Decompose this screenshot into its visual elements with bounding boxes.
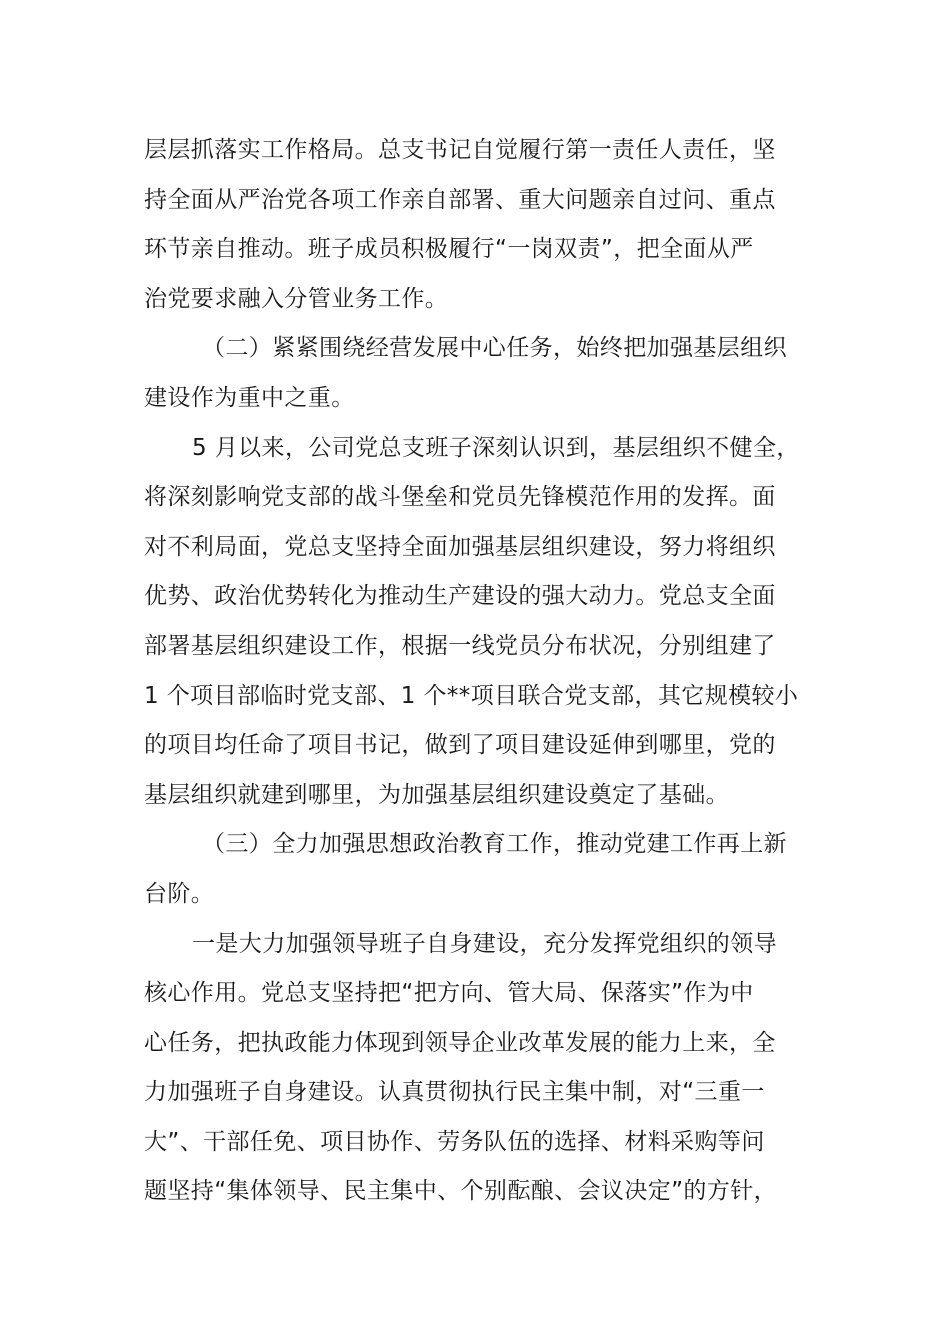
text-line: 基层组织就建到哪里，为加强基层组织建设奠定了基础。 [144, 781, 729, 808]
text-line: 力加强班子自身建设。认真贯彻执行民主集中制，对“三重一 [144, 1079, 765, 1106]
text-line: 层层抓落实工作格局。总支书记自觉履行第一责任人责任，坚 [144, 137, 776, 163]
text-line: 1 个项目部临时党支部、1 个**项目联合党支部，其它规模较小 [144, 682, 799, 709]
text-line: 将深刻影响党支部的战斗堡垒和党员先锋模范作用的发挥。面 [144, 484, 776, 511]
text-line: 持全面从严治党各项工作亲自部署、重大问题亲自过问、重点 [144, 186, 776, 213]
document-body [144, 126, 814, 1217]
text-line: 环节亲自推动。班子成员积极履行“一岗双责”，把全面从严 [144, 236, 754, 263]
text-line: 心任务，把执政能力体现到领导企业改革发展的能力上来，全 [144, 1029, 776, 1056]
text-line: 部署基层组织建设工作，根据一线党员分布状况，分别组建了 [144, 632, 776, 659]
text-line: 对不利局面，党总支坚持全面加强基层组织建设，努力将组织 [144, 533, 776, 560]
text-line: 治党要求融入分管业务工作。 [144, 285, 449, 312]
text-line: 的项目均任命了项目书记，做到了项目建设延伸到哪里，党的 [144, 732, 776, 759]
text-line: （二）紧紧围绕经营发展中心任务，始终把加强基层组织 [202, 335, 787, 362]
text-line: 5 月以来，公司党总支班子深刻认识到，基层组织不健全， [192, 434, 800, 461]
text-line: 核心作用。党总支坚持把“把方向、管大局、保落实”作为中 [144, 980, 754, 1007]
text-line: 一是大力加强领导班子自身建设，充分发挥党组织的领导 [192, 930, 777, 957]
text-line: （三）全力加强思想政治教育工作，推动党建工作再上新 [202, 831, 787, 858]
text-line: 题坚持“集体领导、民主集中、个别酝酿、会议决定”的方针， [144, 1178, 778, 1205]
text-line: 大”、干部任免、项目协作、劳务队伍的选择、材料采购等问 [144, 1128, 765, 1155]
text-line: 建设作为重中之重。 [144, 384, 355, 411]
text-line: 优势、政治优势转化为推动生产建设的强大动力。党总支全面 [144, 583, 776, 610]
text-line: 台阶。 [144, 880, 215, 907]
